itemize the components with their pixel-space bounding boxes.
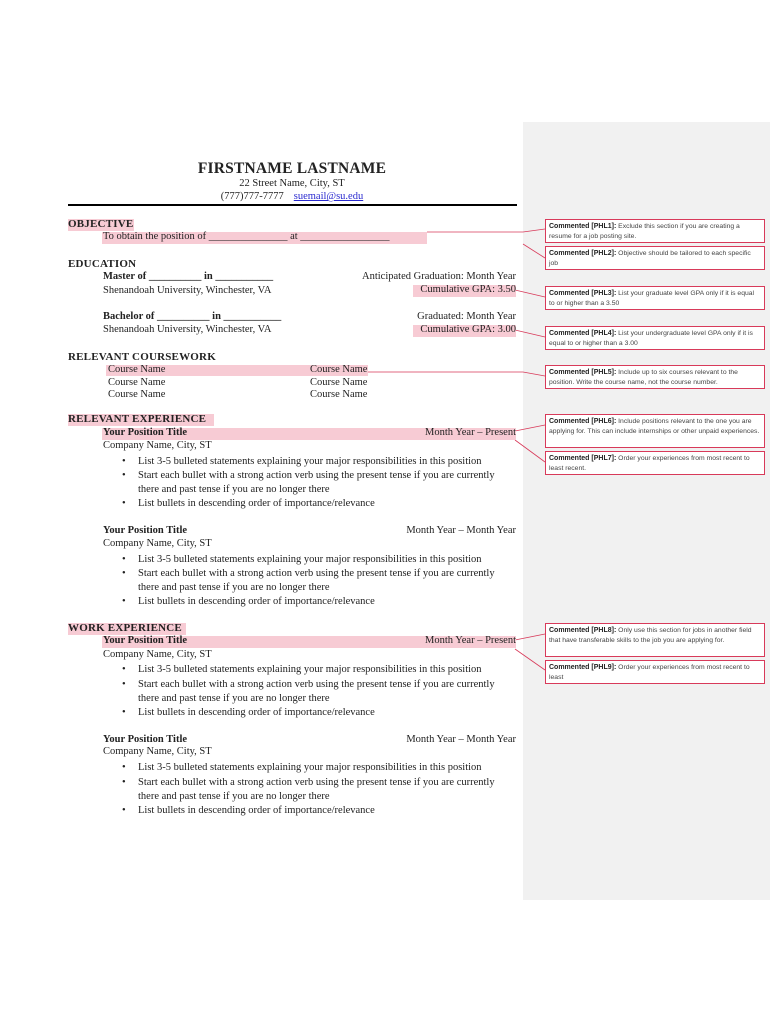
objective-text: To obtain the position of _______________ at _________________	[103, 231, 390, 242]
position-4-dates: Month Year – Month Year	[406, 734, 516, 745]
comment-text: Only use this section for jobs in another field that have transferable skills to the job you are applying for.	[549, 627, 752, 644]
course-left-1: Course Name	[108, 364, 166, 375]
comment-balloon-phl4[interactable]	[545, 326, 765, 350]
street-address: 22 Street Name, City, ST	[239, 178, 345, 189]
degree-1-school: Shenandoah University, Winchester, VA	[103, 285, 272, 296]
header-rule	[68, 204, 517, 206]
bullet-item: • List 3-5 bulleted statements explaining your major responsibilities in this position	[138, 664, 482, 675]
comment-text: List your undergraduate level GPA only if it is equal to or higher than a 3.00	[549, 330, 753, 347]
bullet-item: • List bullets in descending order of importance/relevance	[138, 805, 375, 816]
degree-1-date: Anticipated Graduation: Month Year	[362, 271, 516, 282]
comment-label: Commented [PHL8]:	[549, 627, 617, 634]
position-4-company: Company Name, City, ST	[103, 746, 212, 757]
degree-2-school: Shenandoah University, Winchester, VA	[103, 324, 272, 335]
position-2-company: Company Name, City, ST	[103, 538, 212, 549]
position-1-dates: Month Year – Present	[425, 427, 516, 438]
position-2-title: Your Position Title	[103, 525, 188, 536]
comment-balloon-phl6[interactable]	[545, 414, 765, 448]
comment-balloon-phl9[interactable]	[545, 660, 765, 684]
comment-label: Commented [PHL1]:	[549, 223, 617, 230]
course-right-1: Course Name	[310, 364, 368, 375]
bullet-continuation: there and past tense if you are no longer there	[138, 693, 330, 704]
degree-2-title: Bachelor of __________ in ___________	[103, 311, 282, 322]
bullet-item: • List 3-5 bulleted statements explaining your major responsibilities in this position	[138, 554, 482, 565]
bullet-item: • List bullets in descending order of importance/relevance	[138, 498, 375, 509]
course-left-3: Course Name	[108, 389, 166, 400]
education-heading: EDUCATION	[68, 258, 137, 270]
position-3-dates: Month Year – Present	[425, 635, 516, 646]
course-right-2: Course Name	[310, 377, 368, 388]
bullet-item: • Start each bullet with a strong action verb using the present tense if you are currently	[138, 777, 495, 788]
bullet-continuation: there and past tense if you are no longer there	[138, 484, 330, 495]
comment-balloon-phl3[interactable]	[545, 286, 765, 310]
position-1-title: Your Position Title	[103, 427, 188, 438]
course-left-2: Course Name	[108, 377, 166, 388]
degree-2-date: Graduated: Month Year	[417, 311, 516, 322]
bullet-item: • List 3-5 bulleted statements explaining your major responsibilities in this position	[138, 456, 482, 467]
objective-heading: OBJECTIVE	[68, 218, 134, 230]
work-experience-heading: WORK EXPERIENCE	[68, 622, 182, 634]
comment-text: Include positions relevant to the one you are applying for. This can include internships or other unpaid experiences.	[549, 418, 760, 435]
degree-2-gpa: Cumulative GPA: 3.00	[420, 324, 516, 335]
phone-number: (777)777-7777	[220, 191, 284, 202]
coursework-heading: RELEVANT COURSEWORK	[68, 351, 216, 363]
bullet-item: • Start each bullet with a strong action verb using the present tense if you are currently	[138, 679, 495, 690]
bullet-item: • Start each bullet with a strong action verb using the present tense if you are currently	[138, 470, 495, 481]
comment-text: Exclude this section if you are creating a resume for a job posting site.	[549, 223, 740, 240]
comment-balloon-phl5[interactable]	[545, 365, 765, 389]
comment-text: Order your experiences from most recent to least recent.	[549, 455, 750, 472]
email-link[interactable]: suemail@su.edu	[293, 191, 364, 202]
degree-1-gpa: Cumulative GPA: 3.50	[420, 284, 516, 295]
position-1-company: Company Name, City, ST	[103, 440, 212, 451]
position-3-company: Company Name, City, ST	[103, 649, 212, 660]
bullet-continuation: there and past tense if you are no longer there	[138, 582, 330, 593]
comment-text: Order your experiences from most recent to least	[549, 664, 750, 681]
comment-text: Include up to six courses relevant to the position. Write the course name, not the course number.	[549, 369, 738, 386]
contact-line	[0, 191, 584, 202]
comment-text: Objective should be tailored to each specific job	[549, 250, 751, 267]
comment-label: Commented [PHL3]:	[549, 290, 617, 297]
bullet-continuation: there and past tense if you are no longer there	[138, 791, 330, 802]
course-right-3: Course Name	[310, 389, 368, 400]
comment-label: Commented [PHL4]:	[549, 330, 617, 337]
comment-balloon-phl8[interactable]	[545, 623, 765, 657]
comment-label: Commented [PHL6]:	[549, 418, 617, 425]
position-4-title: Your Position Title	[103, 734, 188, 745]
bullet-item: • List bullets in descending order of importance/relevance	[138, 707, 375, 718]
position-2-dates: Month Year – Month Year	[406, 525, 516, 536]
bullet-item: • List 3-5 bulleted statements explaining your major responsibilities in this position	[138, 762, 482, 773]
comment-balloon-phl7[interactable]	[545, 451, 765, 475]
comment-text: List your graduate level GPA only if it is equal to or higher than a 3.50	[549, 290, 755, 307]
bullet-item: • Start each bullet with a strong action verb using the present tense if you are currently	[138, 568, 495, 579]
comment-label: Commented [PHL9]:	[549, 664, 617, 671]
comment-label: Commented [PHL7]:	[549, 455, 617, 462]
bullet-item: • List bullets in descending order of importance/relevance	[138, 596, 375, 607]
degree-1-title: Master of __________ in ___________	[103, 271, 274, 282]
relevant-experience-heading: RELEVANT EXPERIENCE	[68, 413, 207, 425]
comment-balloon-phl1[interactable]	[545, 219, 765, 243]
position-3-title: Your Position Title	[103, 635, 188, 646]
comment-label: Commented [PHL5]:	[549, 369, 617, 376]
comment-balloon-phl2[interactable]	[545, 246, 765, 270]
comment-label: Commented [PHL2]:	[549, 250, 617, 257]
full-name: FIRSTNAME LASTNAME	[197, 160, 387, 177]
